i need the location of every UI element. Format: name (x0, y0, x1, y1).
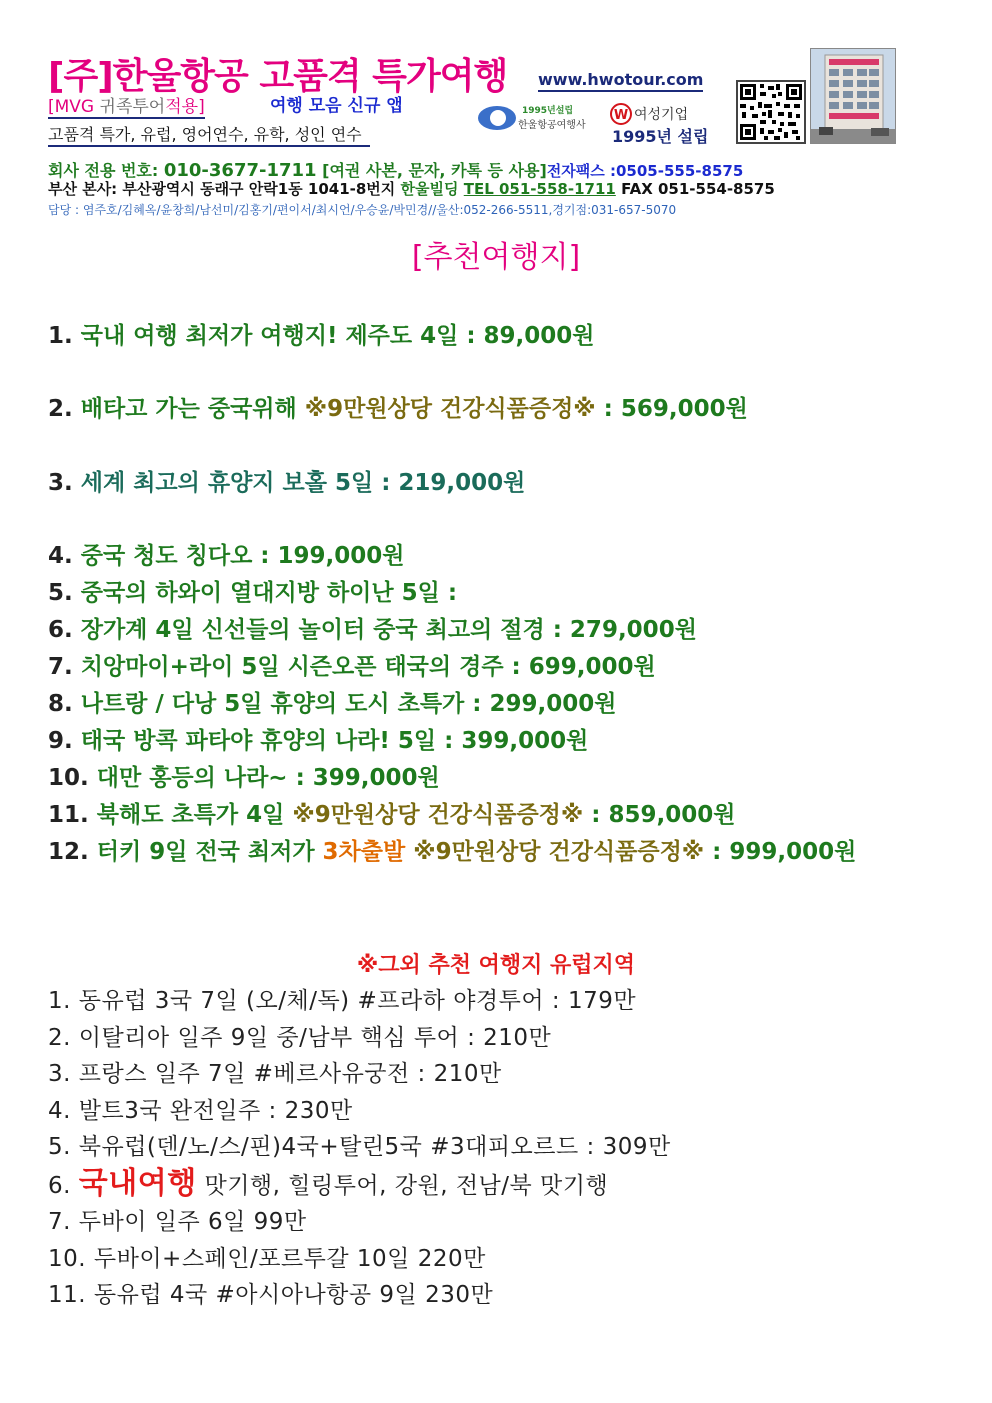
women-enterprise-icon: W (610, 103, 632, 125)
trip-item (48, 575, 856, 612)
europe-trip-number: 10. (48, 1245, 94, 1272)
trip-text: 나트랑 / 다낭 5일 휴양의 도시 초특가 : 299,000원 (80, 691, 617, 717)
trip-list-group-1 (48, 318, 595, 355)
trip-item (48, 686, 856, 723)
trip-text: 북해도 초특가 4일 (96, 802, 293, 828)
europe-trip-number: 4. (48, 1097, 79, 1124)
europe-trip-text: 동유럽 3국 7일 (오/체/독) #프라하 야경투어 : 179만 (78, 988, 637, 1014)
europe-trip-number: 1. (48, 988, 79, 1014)
europe-trip-number: 11. (48, 1282, 94, 1308)
app-text: 여행 모음 신규 앱 (270, 96, 403, 116)
website-link[interactable]: www.hwotour.com (538, 70, 703, 92)
trip-text: 터키 9일 전국 최저가 (96, 839, 323, 865)
trip-item (48, 834, 856, 871)
europe-trip-item (48, 1020, 671, 1057)
section-title: [추천여행지] (411, 240, 581, 275)
europe-trip-item (48, 1204, 671, 1241)
building-name: 한울빌딩 (400, 180, 459, 198)
europe-trip-list (48, 983, 671, 1314)
mvg-pre: [MVG (48, 97, 100, 117)
trip-text: ※9만원상당 건강식품증정※ (304, 396, 596, 422)
tel-number[interactable]: TEL 051-558-1711 (463, 180, 616, 198)
trip-text: 세계 최고의 휴양지 보홀 5일 : 219,000원 (80, 470, 526, 496)
domestic-travel-highlight: 국내여행 (78, 1165, 197, 1201)
women-enterprise-logo (610, 103, 688, 125)
trip-number: 11. (48, 802, 97, 828)
europe-trip-number: 2. (48, 1024, 79, 1051)
europe-trip-text: 동유럽 4국 #아시아나항공 9일 230만 (93, 1282, 494, 1308)
europe-trip-item (48, 1241, 671, 1278)
trip-text: 국내 여행 최저가 여행지! 제주도 4일 : 89,000원 (80, 323, 595, 349)
trip-item (48, 612, 856, 649)
services-subtitle: 고품격 특가, 유럽, 영어연수, 유학, 성인 연수 (48, 122, 370, 147)
trip-text: 대만 홍등의 나라~ : 399,000원 (96, 765, 440, 791)
efax-number: 전자팩스 :0505-555-8575 (546, 162, 744, 180)
trip-item (48, 760, 856, 797)
europe-trip-text: 북유럽(덴/노/스/핀)4국+탈린5국 #3대피오르드 : 309만 (78, 1134, 671, 1160)
mvg-mid: 귀족투어 (99, 97, 166, 117)
europe-trip-text: 맛기행, 힐링투어, 강원, 전남/북 맛기행 (196, 1172, 609, 1199)
trip-number: 7. (48, 654, 81, 680)
building-photo (810, 48, 896, 144)
logo-circle-icon (478, 106, 516, 130)
trip-text: 중국의 하와이 열대지방 하이난 5일 : (80, 580, 458, 606)
trip-number: 2. (48, 396, 81, 422)
trip-number: 6. (48, 617, 81, 643)
trip-item (48, 723, 856, 760)
europe-trip-text: 두바이 일주 6일 99만 (78, 1209, 307, 1235)
europe-trip-number: 7. (48, 1209, 79, 1235)
company-phone-number[interactable]: 010-3677-1711 (163, 160, 317, 181)
trip-list-group-2 (48, 391, 748, 428)
europe-trip-number: 5. (48, 1134, 79, 1160)
trip-text: : 569,000원 (595, 396, 748, 422)
trip-text: 장가계 4일 신선들의 놀이터 중국 최고의 절경 : 279,000원 (80, 617, 697, 643)
mvg-badge (48, 92, 205, 119)
europe-section-title: ※그외 추천 여행지 유럽지역 (356, 953, 636, 978)
trip-number: 10. (48, 765, 97, 791)
europe-trip-text: 발트3국 완전일주 : 230만 (78, 1097, 353, 1124)
mvg-post: 적용] (165, 97, 205, 117)
europe-trip-item (48, 1166, 671, 1205)
trip-item (48, 538, 856, 575)
trip-text: : 859,000원 (583, 802, 736, 828)
trip-number: 4. (48, 543, 81, 569)
fax-number: FAX 051-554-8575 (621, 180, 775, 198)
trip-text: 중국 청도 칭다오 : 199,000원 (80, 543, 405, 569)
phone-label: 회사 전용 번호: (48, 161, 159, 180)
trip-number: 12. (48, 839, 97, 865)
staff-list: 담당 : 염주호/김혜옥/윤창희/남선미/김홍기/편이서/최시언/우승윤/박민경//울산:052-266-5511,경기점:031-657-5070 (48, 203, 677, 217)
trip-item (48, 797, 856, 834)
trip-number: 3. (48, 470, 81, 496)
europe-trip-text: 두바이+스페인/포르투갈 10일 220만 (93, 1245, 486, 1272)
europe-trip-text: 프랑스 일주 7일 #베르사유궁전 : 210만 (78, 1061, 502, 1087)
trip-item (48, 318, 595, 355)
established-year: 1995년 설립 (612, 127, 709, 146)
address: 부산 본사: 부산광역시 동래구 안락1동 1041-8번지 (48, 180, 396, 198)
europe-trip-text: 이탈리아 일주 9일 중/남부 핵심 투어 : 210만 (78, 1024, 552, 1051)
trip-item (48, 391, 748, 428)
phone-note: [여권 사본, 문자, 카톡 등 사용] (322, 161, 547, 180)
europe-trip-item (48, 983, 671, 1020)
trip-number: 9. (48, 728, 81, 754)
trip-item (48, 649, 856, 686)
trip-number: 1. (48, 323, 81, 349)
trip-item (48, 465, 525, 502)
trip-text: 배타고 가는 중국위해 (80, 396, 305, 422)
address-line (48, 178, 775, 199)
trip-text: ※9만원상당 건강식품증정※ (413, 839, 705, 865)
trip-number: 5. (48, 580, 81, 606)
trip-list-group-3 (48, 465, 525, 502)
company-title: [주]한울항공 고품격 특가여행 (48, 56, 508, 97)
trip-text: 치앙마이+라이 5일 시즌오픈 태국의 경주 : 699,000원 (80, 654, 656, 680)
women-enterprise-text: 여성기업 (634, 107, 689, 123)
europe-trip-item (48, 1129, 671, 1166)
trip-text: 3차출발 (322, 839, 406, 865)
trip-list-group-4 (48, 538, 856, 871)
company-logo (478, 103, 598, 133)
trip-number: 8. (48, 691, 81, 717)
logo-company-name: 한울항공여행사 (518, 120, 586, 131)
qr-code-icon[interactable] (736, 80, 806, 144)
europe-trip-number: 3. (48, 1061, 79, 1087)
trip-text: 태국 방콕 파타야 휴양의 나라! 5일 : 399,000원 (80, 728, 589, 754)
europe-trip-item (48, 1093, 671, 1130)
trip-text: ※9만원상당 건강식품증정※ (292, 802, 584, 828)
trip-text: : 999,000원 (704, 839, 857, 865)
europe-trip-number: 6. (48, 1172, 79, 1199)
europe-trip-item (48, 1056, 671, 1093)
europe-trip-item (48, 1277, 671, 1314)
logo-established-text: 1995년설립 (522, 106, 574, 116)
